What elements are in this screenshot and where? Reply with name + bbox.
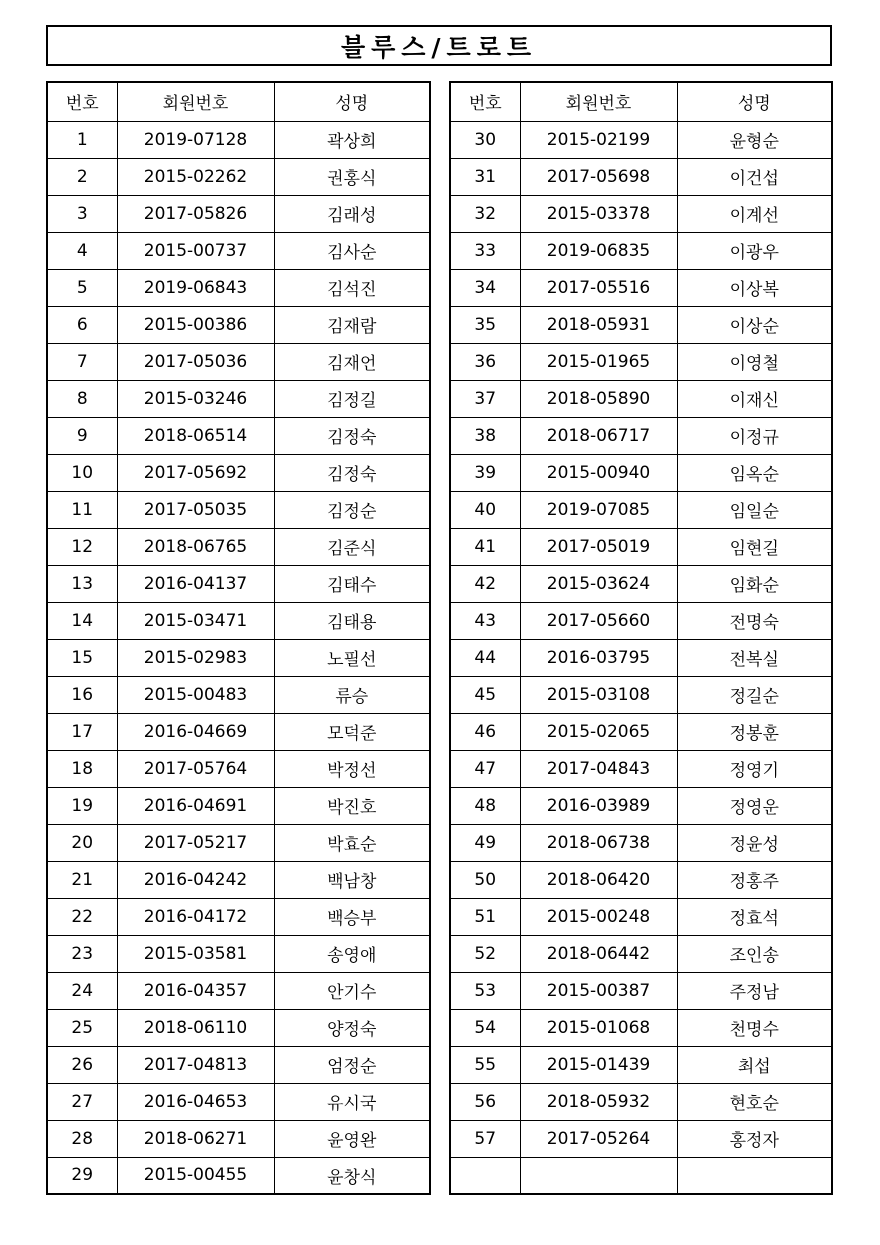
cell-name: 현호순 xyxy=(677,1083,832,1120)
cell-name: 주정남 xyxy=(677,972,832,1009)
cell-name: 박효순 xyxy=(274,824,430,861)
cell-number: 56 xyxy=(450,1083,520,1120)
cell-number: 22 xyxy=(47,898,117,935)
cell-name: 김태수 xyxy=(274,565,430,602)
table-row xyxy=(47,935,430,972)
cell-name: 김래성 xyxy=(274,195,430,232)
cell-name: 임일순 xyxy=(677,491,832,528)
cell-name: 김태용 xyxy=(274,602,430,639)
cell-number: 26 xyxy=(47,1046,117,1083)
roster-table-right xyxy=(449,81,833,1195)
header-name: 성명 xyxy=(677,82,832,121)
cell-number: 35 xyxy=(450,306,520,343)
cell-member-id: 2019-06835 xyxy=(520,232,677,269)
cell-number: 47 xyxy=(450,750,520,787)
table-row xyxy=(450,713,832,750)
cell-number: 44 xyxy=(450,639,520,676)
cell-number: 53 xyxy=(450,972,520,1009)
cell-name: 박정선 xyxy=(274,750,430,787)
cell-name: 조인송 xyxy=(677,935,832,972)
cell-member-id: 2018-05932 xyxy=(520,1083,677,1120)
cell-member-id: 2015-00387 xyxy=(520,972,677,1009)
cell-member-id: 2015-00248 xyxy=(520,898,677,935)
cell-number: 40 xyxy=(450,491,520,528)
table-row xyxy=(47,1009,430,1046)
cell-number: 32 xyxy=(450,195,520,232)
cell-number: 39 xyxy=(450,454,520,491)
cell-number: 28 xyxy=(47,1120,117,1157)
table-row xyxy=(47,565,430,602)
table-row xyxy=(450,1157,832,1194)
cell-member-id: 2015-00455 xyxy=(117,1157,274,1194)
table-row xyxy=(47,1157,430,1194)
cell-number: 9 xyxy=(47,417,117,454)
cell-name: 김재언 xyxy=(274,343,430,380)
cell-member-id: 2018-05931 xyxy=(520,306,677,343)
cell-number: 48 xyxy=(450,787,520,824)
cell-name: 임현길 xyxy=(677,528,832,565)
cell-member-id: 2015-03624 xyxy=(520,565,677,602)
cell-name: 전명숙 xyxy=(677,602,832,639)
cell-member-id xyxy=(520,1157,677,1194)
table-row xyxy=(47,972,430,1009)
table-row xyxy=(450,1120,832,1157)
table-row xyxy=(47,380,430,417)
cell-name: 정영기 xyxy=(677,750,832,787)
cell-member-id: 2019-06843 xyxy=(117,269,274,306)
roster-body-right xyxy=(450,121,832,1194)
cell-member-id: 2017-05698 xyxy=(520,158,677,195)
cell-name: 정영운 xyxy=(677,787,832,824)
cell-number: 36 xyxy=(450,343,520,380)
cell-number: 33 xyxy=(450,232,520,269)
cell-number: 21 xyxy=(47,861,117,898)
cell-name: 모덕준 xyxy=(274,713,430,750)
cell-number: 17 xyxy=(47,713,117,750)
cell-member-id: 2018-06442 xyxy=(520,935,677,972)
cell-name: 정윤성 xyxy=(677,824,832,861)
cell-name: 천명수 xyxy=(677,1009,832,1046)
table-row xyxy=(47,1120,430,1157)
table-row xyxy=(47,195,430,232)
cell-member-id: 2018-06738 xyxy=(520,824,677,861)
table-row xyxy=(47,713,430,750)
cell-name: 박진호 xyxy=(274,787,430,824)
cell-name: 양정숙 xyxy=(274,1009,430,1046)
cell-member-id: 2016-04172 xyxy=(117,898,274,935)
cell-number: 15 xyxy=(47,639,117,676)
cell-number xyxy=(450,1157,520,1194)
table-row xyxy=(47,898,430,935)
cell-name: 김정길 xyxy=(274,380,430,417)
header-name: 성명 xyxy=(274,82,430,121)
table-row xyxy=(47,787,430,824)
cell-name: 임화순 xyxy=(677,565,832,602)
table-row xyxy=(450,1046,832,1083)
table-row xyxy=(47,491,430,528)
cell-name: 윤창식 xyxy=(274,1157,430,1194)
cell-name: 엄정순 xyxy=(274,1046,430,1083)
cell-name: 정봉훈 xyxy=(677,713,832,750)
cell-name: 김정숙 xyxy=(274,417,430,454)
cell-name: 이정규 xyxy=(677,417,832,454)
cell-member-id: 2017-05692 xyxy=(117,454,274,491)
cell-member-id: 2016-03989 xyxy=(520,787,677,824)
cell-member-id: 2018-06514 xyxy=(117,417,274,454)
cell-number: 13 xyxy=(47,565,117,602)
cell-member-id: 2016-04691 xyxy=(117,787,274,824)
cell-number: 8 xyxy=(47,380,117,417)
table-row xyxy=(47,232,430,269)
table-row xyxy=(450,1009,832,1046)
table-row xyxy=(450,787,832,824)
cell-number: 52 xyxy=(450,935,520,972)
cell-number: 49 xyxy=(450,824,520,861)
roster-body-left xyxy=(47,121,430,1194)
table-row xyxy=(450,195,832,232)
cell-name: 이상순 xyxy=(677,306,832,343)
cell-member-id: 2016-04137 xyxy=(117,565,274,602)
cell-name: 송영애 xyxy=(274,935,430,972)
table-row xyxy=(450,380,832,417)
cell-member-id: 2016-04653 xyxy=(117,1083,274,1120)
cell-member-id: 2016-03795 xyxy=(520,639,677,676)
header-member-id: 회원번호 xyxy=(520,82,677,121)
cell-name: 정홍주 xyxy=(677,861,832,898)
cell-member-id: 2015-02262 xyxy=(117,158,274,195)
cell-number: 12 xyxy=(47,528,117,565)
cell-member-id: 2018-06717 xyxy=(520,417,677,454)
table-row xyxy=(450,269,832,306)
cell-name: 권홍식 xyxy=(274,158,430,195)
table-row xyxy=(47,824,430,861)
cell-member-id: 2017-05217 xyxy=(117,824,274,861)
cell-number: 5 xyxy=(47,269,117,306)
table-row xyxy=(450,121,832,158)
cell-member-id: 2016-04357 xyxy=(117,972,274,1009)
cell-name: 안기수 xyxy=(274,972,430,1009)
table-row xyxy=(450,158,832,195)
table-header-row xyxy=(47,82,430,121)
table-row xyxy=(47,121,430,158)
table-row xyxy=(47,639,430,676)
cell-member-id: 2015-01965 xyxy=(520,343,677,380)
cell-member-id: 2015-01439 xyxy=(520,1046,677,1083)
cell-name: 윤형순 xyxy=(677,121,832,158)
cell-number: 18 xyxy=(47,750,117,787)
cell-member-id: 2017-05264 xyxy=(520,1120,677,1157)
table-row xyxy=(450,1083,832,1120)
cell-member-id: 2017-05516 xyxy=(520,269,677,306)
table-row xyxy=(450,343,832,380)
cell-member-id: 2016-04669 xyxy=(117,713,274,750)
cell-member-id: 2015-01068 xyxy=(520,1009,677,1046)
table-header-row xyxy=(450,82,832,121)
cell-member-id: 2016-04242 xyxy=(117,861,274,898)
table-row xyxy=(47,676,430,713)
cell-number: 4 xyxy=(47,232,117,269)
cell-name: 김준식 xyxy=(274,528,430,565)
cell-number: 57 xyxy=(450,1120,520,1157)
table-row xyxy=(47,269,430,306)
cell-number: 25 xyxy=(47,1009,117,1046)
cell-number: 38 xyxy=(450,417,520,454)
cell-number: 11 xyxy=(47,491,117,528)
cell-member-id: 2015-02199 xyxy=(520,121,677,158)
cell-member-id: 2015-00386 xyxy=(117,306,274,343)
table-row xyxy=(450,750,832,787)
table-row xyxy=(47,602,430,639)
cell-name: 이재신 xyxy=(677,380,832,417)
cell-number: 19 xyxy=(47,787,117,824)
cell-number: 3 xyxy=(47,195,117,232)
table-row xyxy=(450,972,832,1009)
cell-number: 1 xyxy=(47,121,117,158)
table-row xyxy=(450,824,832,861)
cell-number: 29 xyxy=(47,1157,117,1194)
cell-name: 홍정자 xyxy=(677,1120,832,1157)
roster-table-left xyxy=(46,81,431,1195)
table-row xyxy=(450,898,832,935)
table-row xyxy=(47,454,430,491)
cell-member-id: 2015-03108 xyxy=(520,676,677,713)
cell-number: 20 xyxy=(47,824,117,861)
cell-name: 정효석 xyxy=(677,898,832,935)
cell-number: 50 xyxy=(450,861,520,898)
cell-member-id: 2019-07085 xyxy=(520,491,677,528)
cell-member-id: 2015-00737 xyxy=(117,232,274,269)
cell-number: 45 xyxy=(450,676,520,713)
cell-number: 31 xyxy=(450,158,520,195)
table-row xyxy=(450,306,832,343)
cell-member-id: 2017-05035 xyxy=(117,491,274,528)
cell-name: 김정순 xyxy=(274,491,430,528)
cell-name: 김사순 xyxy=(274,232,430,269)
cell-name: 이영철 xyxy=(677,343,832,380)
table-row xyxy=(47,306,430,343)
cell-number: 7 xyxy=(47,343,117,380)
cell-number: 54 xyxy=(450,1009,520,1046)
cell-name: 곽상희 xyxy=(274,121,430,158)
cell-name: 이상복 xyxy=(677,269,832,306)
table-row xyxy=(47,861,430,898)
cell-number: 27 xyxy=(47,1083,117,1120)
cell-member-id: 2015-02065 xyxy=(520,713,677,750)
cell-member-id: 2018-06420 xyxy=(520,861,677,898)
table-row xyxy=(450,232,832,269)
cell-name: 이건섭 xyxy=(677,158,832,195)
table-row xyxy=(47,343,430,380)
cell-number: 24 xyxy=(47,972,117,1009)
cell-member-id: 2018-06765 xyxy=(117,528,274,565)
cell-member-id: 2015-03378 xyxy=(520,195,677,232)
table-row xyxy=(450,639,832,676)
cell-member-id: 2015-03581 xyxy=(117,935,274,972)
table-row xyxy=(47,1083,430,1120)
cell-name: 윤영완 xyxy=(274,1120,430,1157)
cell-member-id: 2017-04843 xyxy=(520,750,677,787)
table-row xyxy=(450,602,832,639)
table-row xyxy=(450,528,832,565)
cell-number: 23 xyxy=(47,935,117,972)
table-row xyxy=(450,565,832,602)
cell-member-id: 2018-06271 xyxy=(117,1120,274,1157)
cell-number: 42 xyxy=(450,565,520,602)
cell-name xyxy=(677,1157,832,1194)
table-row xyxy=(450,676,832,713)
cell-number: 43 xyxy=(450,602,520,639)
cell-member-id: 2018-06110 xyxy=(117,1009,274,1046)
cell-number: 55 xyxy=(450,1046,520,1083)
cell-name: 노필선 xyxy=(274,639,430,676)
page-title: 블루스/트로트 xyxy=(46,25,832,66)
table-row xyxy=(450,491,832,528)
cell-name: 김정숙 xyxy=(274,454,430,491)
cell-member-id: 2015-00483 xyxy=(117,676,274,713)
cell-number: 46 xyxy=(450,713,520,750)
header-number: 번호 xyxy=(450,82,520,121)
cell-number: 41 xyxy=(450,528,520,565)
cell-name: 백승부 xyxy=(274,898,430,935)
cell-member-id: 2015-00940 xyxy=(520,454,677,491)
cell-number: 51 xyxy=(450,898,520,935)
cell-number: 16 xyxy=(47,676,117,713)
table-row xyxy=(47,1046,430,1083)
header-member-id: 회원번호 xyxy=(117,82,274,121)
cell-member-id: 2019-07128 xyxy=(117,121,274,158)
table-row xyxy=(47,158,430,195)
table-row xyxy=(450,935,832,972)
cell-number: 37 xyxy=(450,380,520,417)
cell-member-id: 2017-04813 xyxy=(117,1046,274,1083)
cell-number: 6 xyxy=(47,306,117,343)
cell-number: 2 xyxy=(47,158,117,195)
cell-name: 김재람 xyxy=(274,306,430,343)
cell-member-id: 2018-05890 xyxy=(520,380,677,417)
cell-number: 14 xyxy=(47,602,117,639)
cell-number: 34 xyxy=(450,269,520,306)
cell-name: 이광우 xyxy=(677,232,832,269)
cell-member-id: 2017-05764 xyxy=(117,750,274,787)
cell-member-id: 2017-05660 xyxy=(520,602,677,639)
table-row xyxy=(47,750,430,787)
cell-member-id: 2017-05036 xyxy=(117,343,274,380)
cell-name: 최섭 xyxy=(677,1046,832,1083)
cell-member-id: 2015-03471 xyxy=(117,602,274,639)
table-row xyxy=(47,417,430,454)
cell-member-id: 2015-03246 xyxy=(117,380,274,417)
cell-member-id: 2017-05826 xyxy=(117,195,274,232)
cell-number: 10 xyxy=(47,454,117,491)
cell-name: 임옥순 xyxy=(677,454,832,491)
cell-number: 30 xyxy=(450,121,520,158)
cell-member-id: 2015-02983 xyxy=(117,639,274,676)
table-row xyxy=(450,454,832,491)
table-row xyxy=(450,861,832,898)
cell-name: 이계선 xyxy=(677,195,832,232)
cell-name: 전복실 xyxy=(677,639,832,676)
cell-name: 류승 xyxy=(274,676,430,713)
table-row xyxy=(450,417,832,454)
cell-name: 김석진 xyxy=(274,269,430,306)
header-number: 번호 xyxy=(47,82,117,121)
table-row xyxy=(47,528,430,565)
cell-name: 정길순 xyxy=(677,676,832,713)
cell-name: 백남창 xyxy=(274,861,430,898)
cell-name: 유시국 xyxy=(274,1083,430,1120)
cell-member-id: 2017-05019 xyxy=(520,528,677,565)
